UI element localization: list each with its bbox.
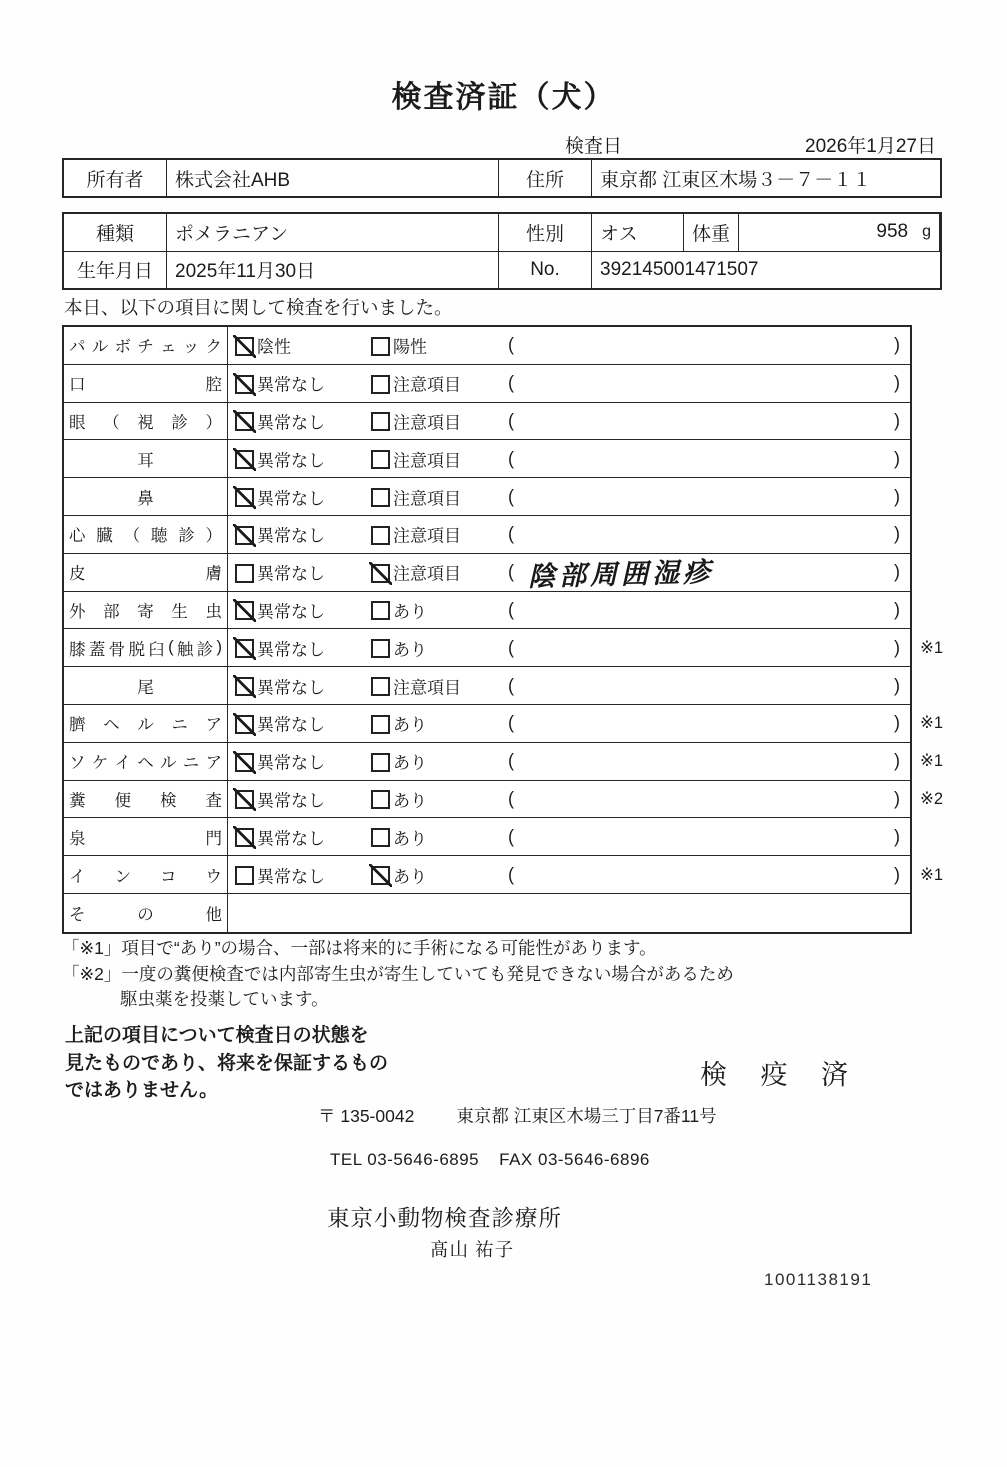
option-2-label: あり <box>393 640 427 660</box>
checkbox-checked-icon <box>235 639 254 658</box>
checkbox-checked-icon <box>235 488 254 507</box>
exam-item-result <box>228 629 910 666</box>
reference-mark: ※1 <box>920 714 944 733</box>
birthdate-label: 生年月日 <box>64 251 167 289</box>
option-2-label: 注意項目 <box>393 678 461 698</box>
option-2-label: 陽性 <box>393 337 427 357</box>
checkbox-checked-icon <box>235 753 254 772</box>
checkbox-unchecked-icon <box>371 488 390 507</box>
checkbox-checked-icon <box>235 375 254 394</box>
footnote-1: 「※1」項目で“あり”の場合、一部は将来的に手術になる可能性があります。 <box>62 938 657 958</box>
clinic-contact-line <box>330 1150 650 1170</box>
paren-close: ) <box>894 712 900 733</box>
option-2-label: 注意項目 <box>393 375 461 395</box>
owner-label: 所有者 <box>64 160 167 196</box>
address-value: 東京都 江東区木場３－７－１１ <box>600 169 872 191</box>
sex-label: 性別 <box>499 214 592 251</box>
paren-close: ) <box>894 448 900 469</box>
exam-item-label: 尾 <box>64 667 228 704</box>
checkbox-unchecked-icon <box>371 677 390 696</box>
birthdate-value: 2025年11月30日 <box>167 251 499 289</box>
checkbox-checked-icon <box>235 601 254 620</box>
inspection-date-label: 検査日 <box>565 136 623 157</box>
exam-item-result <box>228 705 910 742</box>
sex-value: オス <box>592 214 684 251</box>
weight-label: 体重 <box>684 214 739 251</box>
checkbox-unchecked-icon <box>371 601 390 620</box>
paren-open: ( <box>508 448 514 469</box>
exam-item-label: ソ ケ イ ヘ ル ニ ア <box>64 743 228 780</box>
paren-open: ( <box>508 826 514 847</box>
disclaimer-paragraph <box>65 1022 388 1105</box>
exam-item-result <box>228 856 910 893</box>
paren-open: ( <box>508 410 514 431</box>
exam-item-label: パ ル ボ チ ェ ッ ク <box>64 327 228 364</box>
checkbox-unchecked-icon <box>371 450 390 469</box>
option-1-label: 異常なし <box>257 375 325 395</box>
paren-close: ) <box>894 675 900 696</box>
exam-item-label: 泉 門 <box>64 818 228 855</box>
exam-row <box>64 440 910 478</box>
exam-item-label: イ ン コ ウ <box>64 856 228 893</box>
paren-close: ) <box>894 788 900 809</box>
exam-item-label: そ の 他 <box>64 894 228 932</box>
footnote-2: 「※2」一度の糞便検査では内部寄生虫が寄生していても発見できない場合があるため <box>62 963 734 984</box>
weight-unit: g <box>922 223 931 241</box>
option-1-label: 異常なし <box>257 791 325 811</box>
option-2-label: 注意項目 <box>393 564 461 584</box>
exam-row <box>64 667 910 705</box>
exam-item-label: 臍 ヘ ル ニ ア <box>64 705 228 742</box>
option-1-label: 異常なし <box>257 640 325 660</box>
option-1-label: 異常なし <box>257 451 325 471</box>
weight-value <box>739 214 940 251</box>
paren-open: ( <box>508 372 514 393</box>
address-label: 住所 <box>499 160 592 196</box>
checkbox-unchecked-icon <box>235 866 254 885</box>
paren-close: ) <box>894 334 900 355</box>
document-number: 1001138191 <box>764 1270 873 1289</box>
quarantine-passed-stamp: 検 疫 済 <box>700 1060 862 1090</box>
intro-sentence: 本日、以下の項目に関して検査を行いました。 <box>64 297 453 318</box>
exam-row <box>64 327 910 365</box>
footnote-2-continued: 駆虫薬を投薬しています。 <box>120 989 329 1009</box>
checkbox-checked-icon <box>235 828 254 847</box>
paren-close: ) <box>894 523 900 544</box>
option-2-label: 注意項目 <box>393 451 461 471</box>
exam-item-result <box>228 781 910 818</box>
checkbox-unchecked-icon <box>371 526 390 545</box>
checkbox-unchecked-icon <box>371 715 390 734</box>
exam-item-result <box>228 894 910 932</box>
clinic-address: 東京都 江東区木場三丁目7番11号 <box>456 1106 717 1126</box>
disclaimer-line: 上記の項目について検査日の状態を <box>65 1025 369 1046</box>
handwritten-note: 陰部周囲湿疹 <box>527 556 715 593</box>
veterinarian-name: 髙山 祐子 <box>430 1239 515 1260</box>
option-2-label: 注意項目 <box>393 489 461 509</box>
option-1-label: 異常なし <box>257 867 325 887</box>
exam-item-label: 糞 便 検 査 <box>64 781 228 818</box>
id-number-value: 392145001471507 <box>592 251 940 289</box>
paren-open: ( <box>508 712 514 733</box>
paren-close: ) <box>894 410 900 431</box>
option-1-label: 異常なし <box>257 602 325 622</box>
clinic-postal-line <box>318 1103 717 1128</box>
reference-mark: ※1 <box>920 865 944 884</box>
exam-item-label: 耳 <box>64 440 228 477</box>
pet-info-table <box>62 212 942 290</box>
exam-item-label: 口 腔 <box>64 365 228 402</box>
checkbox-unchecked-icon <box>371 753 390 772</box>
paren-open: ( <box>508 750 514 771</box>
species-value: ポメラニアン <box>167 214 499 251</box>
checkbox-unchecked-icon <box>371 337 390 356</box>
paren-open: ( <box>508 334 514 355</box>
paren-close: ) <box>894 372 900 393</box>
paren-open: ( <box>508 637 514 658</box>
option-2-label: あり <box>393 829 427 849</box>
inspection-date-value: 2026年1月27日 <box>805 136 936 157</box>
checkbox-checked-icon <box>371 564 390 583</box>
paren-open: ( <box>508 523 514 544</box>
exam-item-result <box>228 667 910 704</box>
exam-item-result <box>228 478 910 515</box>
option-2-label: あり <box>393 753 427 773</box>
option-2-label: 注意項目 <box>393 413 461 433</box>
paren-open: ( <box>508 486 514 507</box>
paren-close: ) <box>894 486 900 507</box>
owner-value: 株式会社AHB <box>167 160 499 196</box>
option-1-label: 異常なし <box>257 564 325 584</box>
option-1-label: 異常なし <box>257 413 325 433</box>
exam-item-result <box>228 554 910 591</box>
exam-row <box>64 516 910 554</box>
checkbox-unchecked-icon <box>371 412 390 431</box>
exam-row <box>64 705 944 743</box>
checkbox-unchecked-icon <box>371 828 390 847</box>
exam-item-result <box>228 440 910 477</box>
option-2-label: あり <box>393 791 427 811</box>
exam-item-result <box>228 592 910 629</box>
exam-row <box>64 365 910 403</box>
reference-mark: ※1 <box>920 638 944 657</box>
disclaimer-line: ではありません。 <box>65 1080 219 1101</box>
exam-row <box>64 592 910 630</box>
disclaimer-line: 見たものであり、将来を保証するもの <box>65 1052 389 1074</box>
exam-row <box>64 856 944 894</box>
document-title: 検査済証（犬） <box>391 81 616 114</box>
paren-open: ( <box>508 864 514 885</box>
exam-item-label: 心 臓 （ 聴 診 ） <box>64 516 228 553</box>
exam-row <box>64 781 944 819</box>
paren-close: ) <box>894 750 900 771</box>
exam-row <box>64 554 910 592</box>
option-1-label: 異常なし <box>257 489 325 509</box>
option-1-label: 異常なし <box>257 715 325 735</box>
exam-item-label: 外 部 寄 生 虫 <box>64 592 228 629</box>
checkbox-unchecked-icon <box>371 375 390 394</box>
id-number-label: No. <box>499 251 592 289</box>
exam-row <box>64 478 910 516</box>
paren-close: ) <box>894 637 900 658</box>
exam-item-result <box>228 743 910 780</box>
option-1-label: 陰性 <box>257 337 291 357</box>
reference-mark: ※1 <box>920 752 944 771</box>
option-1-label: 異常なし <box>257 753 325 773</box>
owner-address-table <box>62 158 942 198</box>
exam-row <box>64 818 910 856</box>
paren-open: ( <box>508 675 514 696</box>
exam-row <box>64 894 910 932</box>
checkbox-checked-icon <box>235 677 254 696</box>
exam-item-label: 皮 膚 <box>64 554 228 591</box>
exam-row <box>64 629 944 667</box>
checkbox-checked-icon <box>371 866 390 885</box>
checkbox-unchecked-icon <box>235 564 254 583</box>
option-1-label: 異常なし <box>257 526 325 546</box>
checkbox-checked-icon <box>235 337 254 356</box>
checkbox-checked-icon <box>235 412 254 431</box>
option-2-label: あり <box>393 867 427 887</box>
checkbox-checked-icon <box>235 450 254 469</box>
exam-item-result <box>228 516 910 553</box>
checkbox-checked-icon <box>235 790 254 809</box>
option-1-label: 異常なし <box>257 829 325 849</box>
paren-open: ( <box>508 561 514 582</box>
paren-open: ( <box>508 599 514 620</box>
exam-item-result <box>228 365 910 402</box>
checkbox-unchecked-icon <box>371 790 390 809</box>
checkbox-checked-icon <box>235 526 254 545</box>
species-label: 種類 <box>64 214 167 251</box>
inspection-date-row <box>62 131 940 157</box>
paren-close: ) <box>894 561 900 582</box>
option-1-label: 異常なし <box>257 678 325 698</box>
exam-item-result <box>228 818 910 855</box>
paren-close: ) <box>894 864 900 885</box>
reference-mark: ※2 <box>920 789 944 808</box>
paren-open: ( <box>508 788 514 809</box>
clinic-name: 東京小動物検査診療所 <box>327 1206 563 1231</box>
footnotes <box>62 936 734 1013</box>
exam-row <box>64 403 910 441</box>
exam-item-label: 眼 （ 視 診 ） <box>64 403 228 440</box>
paren-close: ) <box>894 826 900 847</box>
exam-checklist-table <box>62 325 944 934</box>
clinic-fax: FAX 03-5646-6896 <box>499 1150 650 1169</box>
clinic-tel: TEL 03-5646-6895 <box>330 1150 480 1169</box>
exam-item-result <box>228 327 910 364</box>
option-2-label: 注意項目 <box>393 526 461 546</box>
exam-item-result <box>228 403 910 440</box>
option-2-label: あり <box>393 715 427 735</box>
option-2-label: あり <box>393 602 427 622</box>
exam-item-label: 鼻 <box>64 478 228 515</box>
paren-close: ) <box>894 599 900 620</box>
checkbox-checked-icon <box>235 715 254 734</box>
exam-row <box>64 743 944 781</box>
postal-code: 〒 135-0042 <box>318 1106 415 1126</box>
weight-number: 958 <box>876 221 909 243</box>
checkbox-unchecked-icon <box>371 639 390 658</box>
exam-item-label: 膝 蓋 骨 脱 臼 ( 触 診 ) <box>64 629 228 666</box>
